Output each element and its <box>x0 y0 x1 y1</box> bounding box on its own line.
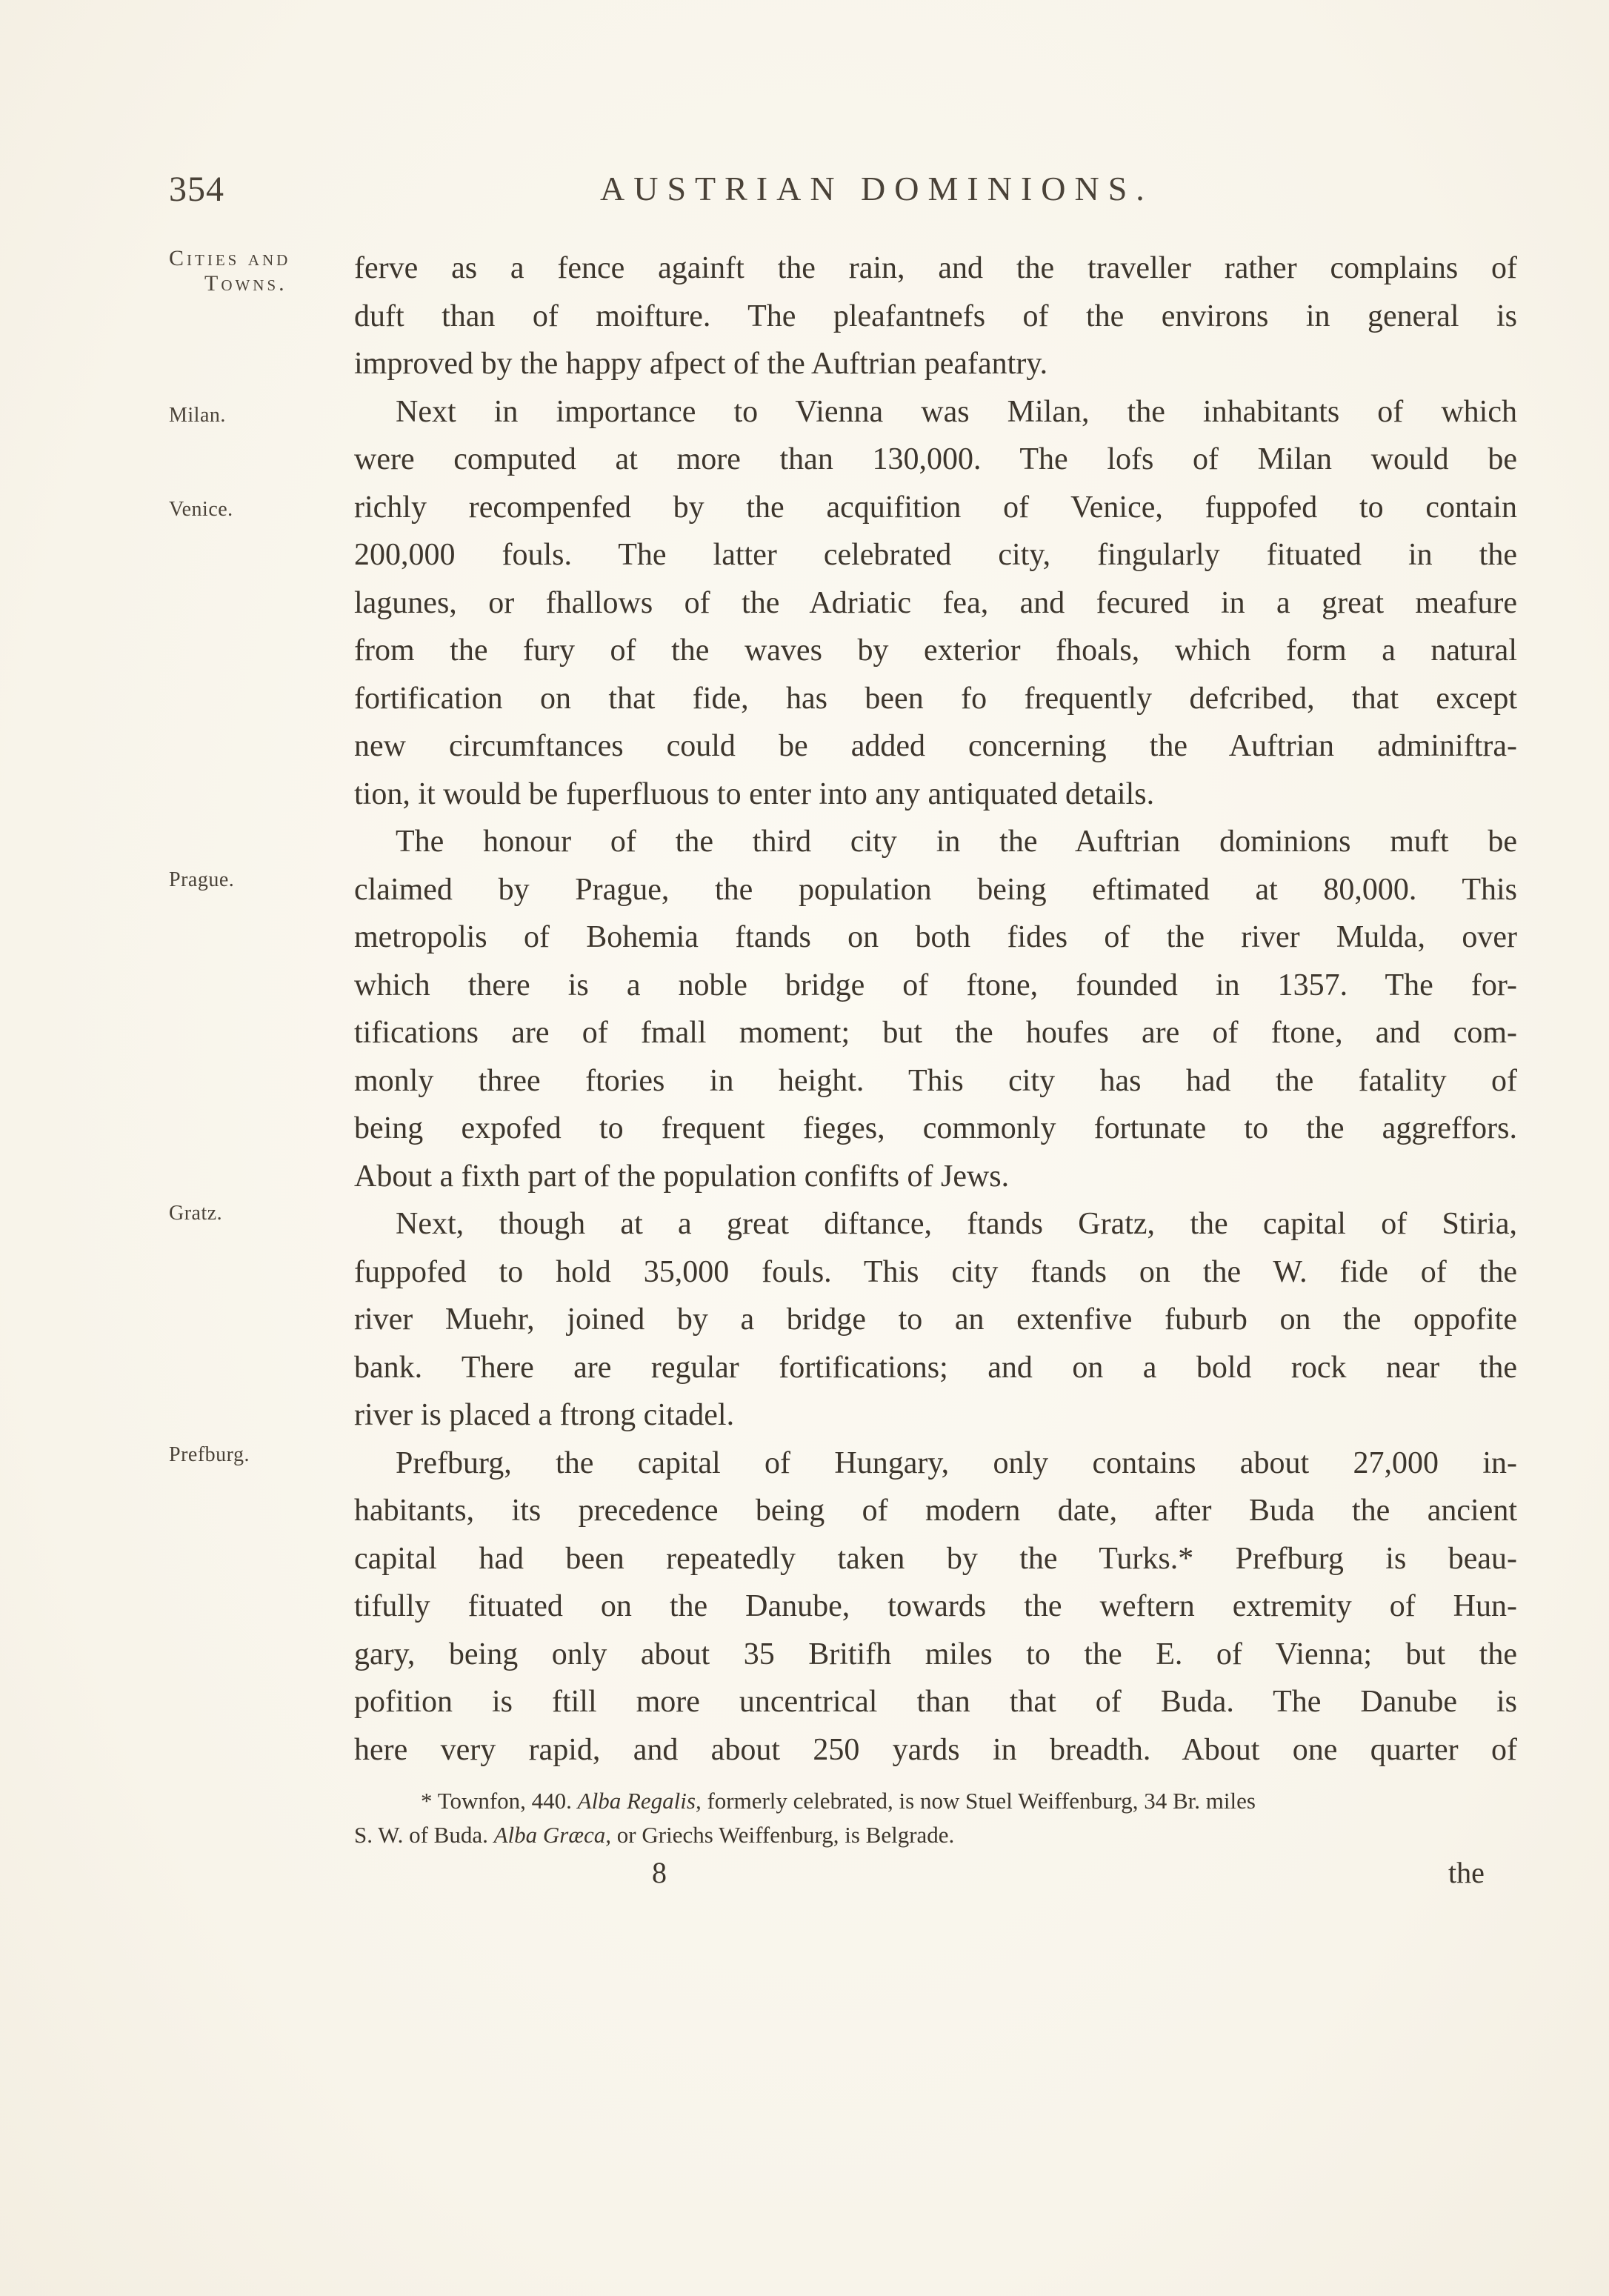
footnote-text: formerly celebrated, is now Stuel Weiffenburg, 34 Br. miles <box>707 1788 1256 1814</box>
footnote-line-2 <box>354 1818 1495 1852</box>
sidenote-cities-line1: Cities and <box>169 246 291 270</box>
sidenote-milan: Milan. <box>169 404 226 427</box>
text-line: The honour of the third city in the Auftrian dominions muft be <box>396 825 1517 859</box>
text-line: duft than of moifture. The pleafantnefs of the environs in general is <box>354 299 1517 333</box>
text-line: pofition is ftill more uncentrical than that of Buda. The Danube is <box>354 1685 1517 1719</box>
text-line: being expofed to frequent fieges, commonly fortunate to the aggreffors. <box>354 1111 1517 1145</box>
page-number: 354 <box>169 170 224 209</box>
text-line: tion, it would be fuperfluous to enter into any antiquated details. <box>354 776 1155 811</box>
sidenote-cities-and-towns <box>169 246 290 296</box>
text-line: 200,000 fouls. The latter celebrated city, fingularly fituated in the <box>354 538 1517 572</box>
catchword: the <box>1448 1856 1485 1889</box>
footnote <box>354 1784 1495 1852</box>
footnote-text: S. W. of Buda. <box>354 1822 488 1848</box>
text-line: claimed by Prague, the population being eftimated at 80,000. This <box>354 872 1517 907</box>
body-text <box>354 244 1517 1774</box>
text-line: bank. There are regular fortifications; and on a bold rock near the <box>354 1350 1517 1385</box>
text-line: fortification on that fide, has been fo frequently defcribed, that except <box>354 681 1517 716</box>
text-line: new circumftances could be added concerning the Auftrian adminiftra- <box>354 729 1517 763</box>
text-line: fuppofed to hold 35,000 fouls. This city ftands on the W. fide of the <box>354 1254 1517 1289</box>
text-line: richly recompenfed by the acquifition of Venice, fuppofed to contain <box>354 490 1517 525</box>
text-line: metropolis of Bohemia ftands on both fides of the river Mulda, over <box>354 920 1517 954</box>
text-line: Prefburg, the capital of Hungary, only contains about 27,000 in- <box>396 1445 1517 1480</box>
sidenote-venice: Venice. <box>169 498 233 521</box>
text-line: ferve as a fence againft the rain, and the traveller rather complains of <box>354 251 1517 285</box>
running-head <box>0 169 1609 213</box>
text-line: Next, though at a great diftance, ftands Gratz, the capital of Stiria, <box>396 1207 1517 1241</box>
text-line: river Muehr, joined by a bridge to an extenfive fuburb on the oppofite <box>354 1302 1517 1337</box>
footnote-reference: * Townfon, 440. <box>421 1788 572 1814</box>
text-line: here very rapid, and about 250 yards in breadth. About one quarter of <box>354 1732 1517 1767</box>
footnote-italic-alba-graeca: Alba Græca, <box>493 1822 612 1848</box>
text-line: capital had been repeatedly taken by the Turks.* Prefburg is beau- <box>354 1541 1517 1576</box>
signature-mark: 8 <box>652 1856 667 1889</box>
sidenote-prague: Prague. <box>169 868 235 891</box>
text-line: improved by the happy afpect of the Auftrian peafantry. <box>354 347 1048 381</box>
text-line: monly three ftories in height. This city has had the fatality of <box>354 1063 1517 1098</box>
footnote-text: or Griechs Weiffenburg, is Belgrade. <box>616 1822 955 1848</box>
sidenote-cities-line2: Towns. <box>204 271 287 296</box>
text-line: river is placed a ftrong citadel. <box>354 1398 735 1432</box>
text-line: tifully fituated on the Danube, towards the weftern extremity of Hun- <box>354 1589 1517 1623</box>
text-line: habitants, its precedence being of modern date, after Buda the ancient <box>354 1494 1517 1528</box>
text-line: tifications are of fmall moment; but the houfes are of ftone, and com- <box>354 1016 1517 1050</box>
text-line: Next in importance to Vienna was Milan, the inhabitants of which <box>396 394 1517 429</box>
text-line: About a fixth part of the population confifts of Jews. <box>354 1159 1010 1194</box>
footnote-italic-alba-regalis: Alba Regalis, <box>577 1788 702 1814</box>
sidenote-presburg: Prefburg. <box>169 1443 250 1466</box>
running-title: AUSTRIAN DOMINIONS. <box>600 170 1153 207</box>
text-line: which there is a noble bridge of ftone, founded in 1357. The for- <box>354 968 1517 1002</box>
text-line: gary, being only about 35 Britifh miles to the E. of Vienna; but the <box>354 1637 1517 1671</box>
sidenote-gratz: Gratz. <box>169 1202 223 1225</box>
text-line: lagunes, or fhallows of the Adriatic fea, and fecured in a great meafure <box>354 585 1517 620</box>
footnote-line-1 <box>354 1784 1495 1818</box>
text-line: were computed at more than 130,000. The lofs of Milan would be <box>354 442 1517 476</box>
text-line: from the fury of the waves by exterior fhoals, which form a natural <box>354 633 1517 668</box>
